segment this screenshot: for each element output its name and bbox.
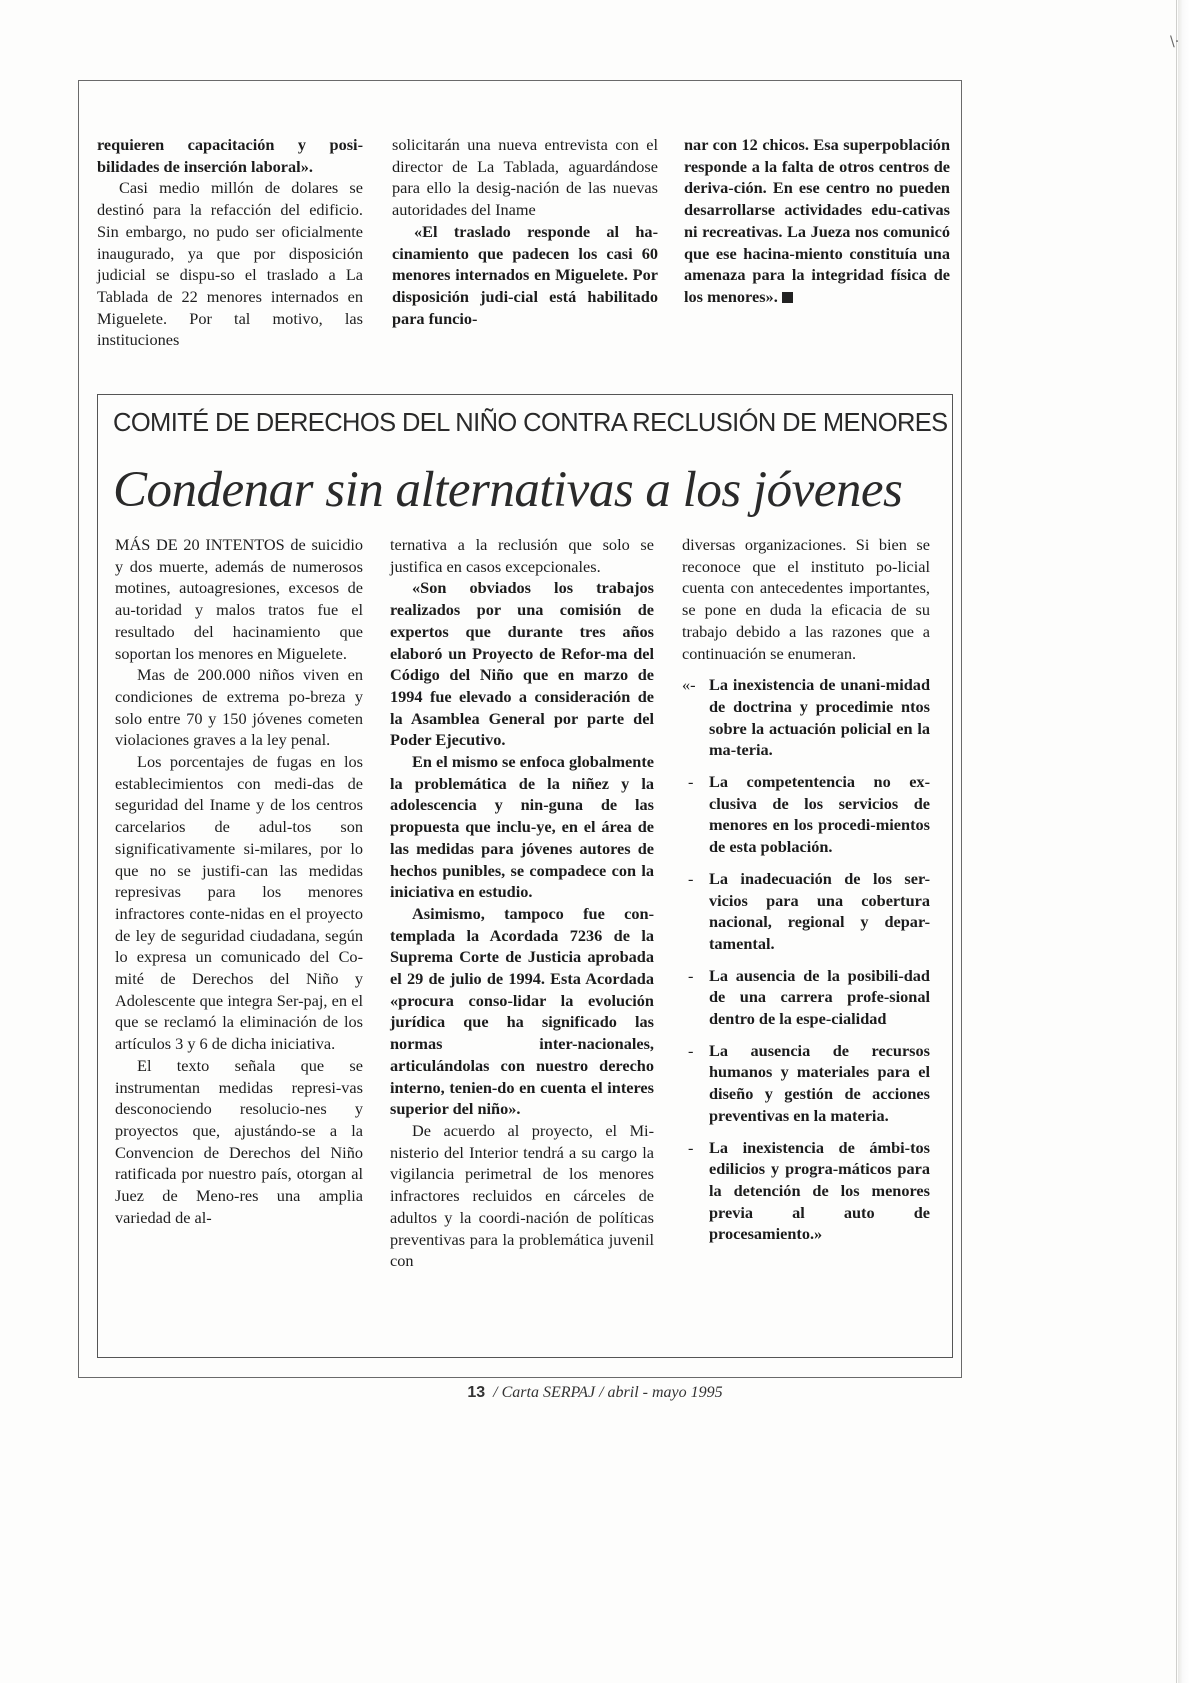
paragraph: Mas de 200.000 niños viven en condiciones de extrema po-breza y solo entre 70 y 150 jóvenes cometen violaciones graves a la ley penal. <box>115 665 363 750</box>
list-item <box>682 965 930 1030</box>
article-column-2 <box>390 534 654 1272</box>
page-edge-shadow <box>1178 0 1190 1683</box>
page-footer <box>0 1384 1190 1402</box>
list-item <box>682 868 930 955</box>
list-item <box>682 1137 930 1246</box>
list-marker: «- <box>682 675 696 695</box>
list-item-text: La inexistencia de ámbi-tos edilicios y progra-máticos para la detención de los menores previa al auto de procesamiento.» <box>709 1137 930 1244</box>
list-item-text: La ausencia de recursos humanos y materiales para el diseño y gestión de acciones preventivas en la materia. <box>709 1040 930 1125</box>
paragraph: De acuerdo al proyecto, el Mi-nisterio del Interior tendrá a su cargo la vigilancia perimetral de los menores infractores recluidos en cárceles de adultos y la coordi-nación de políticas preventivas para la problemática juvenil con <box>390 1120 654 1271</box>
list-item <box>682 771 930 858</box>
continued-column-3 <box>684 134 950 308</box>
list-item <box>682 674 930 761</box>
reasons-list <box>682 674 930 1245</box>
list-item-text: La inexistencia de unani-midad de doctrina y procedimie ntos sobre la actuación policial en la ma-teria. <box>709 675 930 760</box>
end-of-article-mark <box>782 292 793 303</box>
paragraph: Asimismo, tampoco fue con-templada la Acordada 7236 de la Suprema Corte de Justicia aprobada el 29 de julio de 1994. Esta Acordada «procura conso-lidar la evolución jurídica que ha significado las normas inter-nacionales, articulándolas con nuestro derecho interno, tenien-do en cuenta el interes superior del niño». <box>390 903 654 1119</box>
list-marker: - <box>688 868 694 888</box>
paragraph: «Son obviados los trabajos realizados por una comisión de expertos que durante tres años elaboró un Proyecto de Refor-ma del Código del Niño que en marzo de 1994 fue elevado a consideración de la Asamblea General por parte del Poder Ejecutivo. <box>390 578 654 750</box>
list-item-text: La competentencia no ex-clusiva de los servicios de menores en los procedi-mientos de esta población. <box>709 772 930 857</box>
article-headline: Condenar sin alternativas a los jóvenes <box>113 462 903 518</box>
paragraph <box>684 134 950 308</box>
paragraph: MÁS DE 20 INTENTOS de suicidio y dos muerte, además de numerosos motines, autoagresiones, excesos de au-toridad y malos tratos fue el resultado del hacinamiento que soportan los menores en Miguelete. <box>115 535 363 663</box>
page-edge-line <box>1176 0 1177 1683</box>
page-number: 13 <box>467 1384 486 1401</box>
list-marker: - <box>688 1137 694 1157</box>
list-item-text: La ausencia de la posibili-dad de una carrera profe-sional dentro de la espe-cialidad <box>709 965 930 1029</box>
continued-article <box>97 134 953 356</box>
continued-column-2 <box>392 134 658 329</box>
paragraph: El texto señala que se instrumentan medidas represi-vas desconociendo resolucio-nes y proyectos que, ajustándo-se a la Convencion de Derechos del Niño ratificada por nuestro país, otorgan al Juez de Meno-res una amplia variedad de al- <box>115 1055 363 1227</box>
continued-column-1 <box>97 134 363 351</box>
list-item <box>682 1040 930 1127</box>
list-marker: - <box>688 772 694 792</box>
corner-speck: \· <box>1170 34 1180 50</box>
article-column-1 <box>115 534 363 1229</box>
paragraph-text: nar con 12 chicos. Esa superpoblación responde a la falta de otros centros de deriva-ción. En ese centro no pueden desarrollarse actividades edu-cativas ni recreativas. La Jueza nos comunicó que ese hacina-miento constituía una amenaza para la integridad física de los menores». <box>684 135 950 306</box>
paragraph: Los porcentajes de fugas en los establecimientos con medi-das de seguridad del Iname y de los centros carcelarios de adul-tos son significativamente si-milares, por lo que no se justifi-can las medidas represivas para los menores infractores conte-nidas en el proyecto de ley de seguridad ciudadana, según lo expresa un comunicado del Co-mité de Derechos del Niño y Adolescente que integra Ser-paj, en el que se reclamó la eliminación de los artículos 3 y 6 de dicha iniciativa. <box>115 752 363 1054</box>
paragraph: Casi medio millón de dolares se destinó para la refacción del edificio. Sin embargo, no pudo ser oficialmente inaugurado, ya que por disposición judicial se dispu-so el traslado a La Tablada de 22 menores internados en Miguelete. Por tal motivo, las instituciones <box>97 178 363 350</box>
paragraph: solicitarán una nueva entrevista con el director de La Tablada, aguardándose para ello la desig-nación de las nuevas autoridades del Iname <box>392 135 658 220</box>
publication-line: / Carta SERPAJ / abril - mayo 1995 <box>493 1384 723 1401</box>
paragraph: diversas organizaciones. Si bien se reconoce que el instituto po-licial cuenta con antecedentes importantes, se pone en duda la eficacia de su trabajo debido a las razones que a continuación se enumeran. <box>682 535 930 663</box>
paragraph: «El traslado responde al ha-cinamiento que padecen los casi 60 menores internados en Miguelete. Por disposición judi-cial está habilitado para funcio- <box>392 221 658 328</box>
article-kicker: COMITÉ DE DERECHOS DEL NIÑO CONTRA RECLUSIÓN DE MENORES <box>113 409 948 437</box>
article-column-3 <box>682 534 930 1245</box>
list-item-text: La inadecuación de los ser-vicios para una cobertura nacional, regional y depar-tamental. <box>709 868 930 953</box>
paragraph: ternativa a la reclusión que solo se justifica en casos excepcionales. <box>390 535 654 576</box>
list-marker: - <box>688 965 694 985</box>
paragraph: requieren capacitación y posi-bilidades de inserción laboral». <box>97 135 363 176</box>
paragraph: En el mismo se enfoca globalmente la problemática de la niñez y la adolescencia y nin-guna de las propuesta que inclu-ye, en el área de las medidas para jóvenes autores de hechos punibles, se compadece con la iniciativa en estudio. <box>390 752 654 902</box>
list-marker: - <box>688 1040 694 1060</box>
